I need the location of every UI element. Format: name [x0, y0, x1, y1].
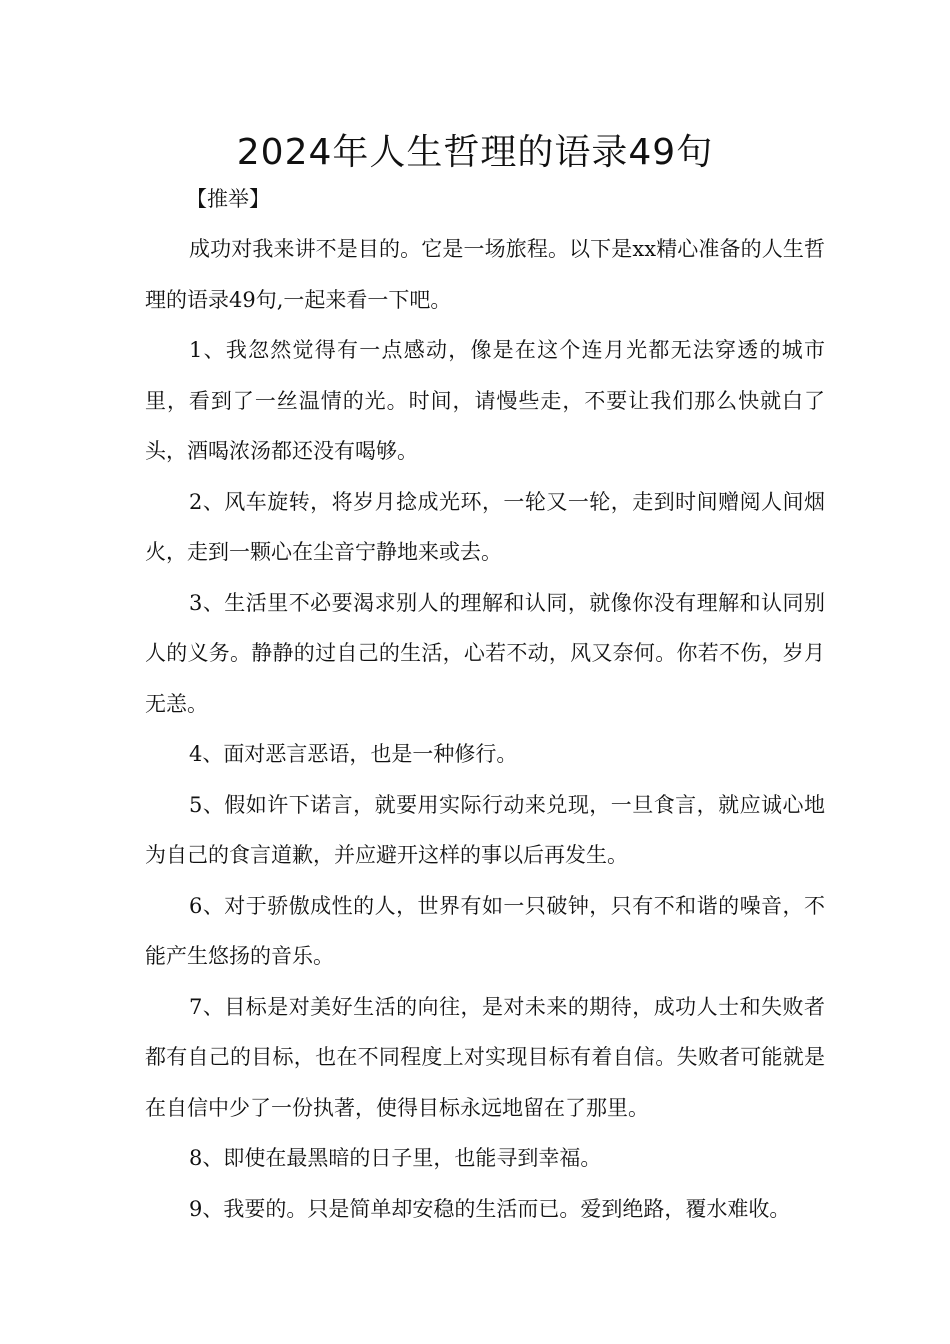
- quote-paragraph-4: 4、面对恶言恶语，也是一种修行。: [189, 742, 518, 766]
- quote-paragraph-7: 7、目标是对美好生活的向往，是对未来的期待，成功人士和失败者都有自己的目标，也在不同程度上对实现目标有着自信。失败者可能就是在自信中少了一份执著，使得目标永远地留在了那里。: [145, 994, 825, 1120]
- quote-paragraph-9: 9、我要的。只是简单却安稳的生活而已。爱到绝路，覆水难收。: [189, 1196, 791, 1221]
- document-title: 2024年人生哲理的语录49句: [236, 132, 714, 173]
- intro-paragraph: 成功对我来讲不是目的。它是一场旅程。以下是xx精心准备的人生哲理的语录49句,一起来看一下吧。: [145, 237, 825, 312]
- quote-paragraph-2: 2、风车旋转，将岁月捻成光环，一轮又一轮，走到时间赠阅人间烟火，走到一颗心在尘音宁静地来或去。: [145, 489, 825, 564]
- document-body: [145, 224, 825, 1234]
- quote-paragraph-1: 1、我忽然觉得有一点感动，像是在这个连月光都无法穿透的城市里，看到了一丝温情的光。时间，请慢些走，不要让我们那么快就白了头，酒喝浓汤都还没有喝够。: [145, 338, 825, 463]
- quote-paragraph-3: 3、生活里不必要渴求别人的理解和认同，就像你没有理解和认同别人的义务。静静的过自己的生活，心若不动，风又奈何。你若不伤，岁月无恙。: [145, 590, 825, 716]
- quote-paragraph-8: 8、即使在最黑暗的日子里，也能寻到幸福。: [189, 1146, 602, 1170]
- quote-paragraph-6: 6、对于骄傲成性的人，世界有如一只破钟，只有不和谐的噪音，不能产生悠扬的音乐。: [145, 893, 825, 968]
- quote-paragraph-5: 5、假如许下诺言，就要用实际行动来兑现，一旦食言，就应诚心地为自己的食言道歉，并应避开这样的事以后再发生。: [145, 792, 825, 867]
- document-tag: 【推举】: [186, 187, 270, 211]
